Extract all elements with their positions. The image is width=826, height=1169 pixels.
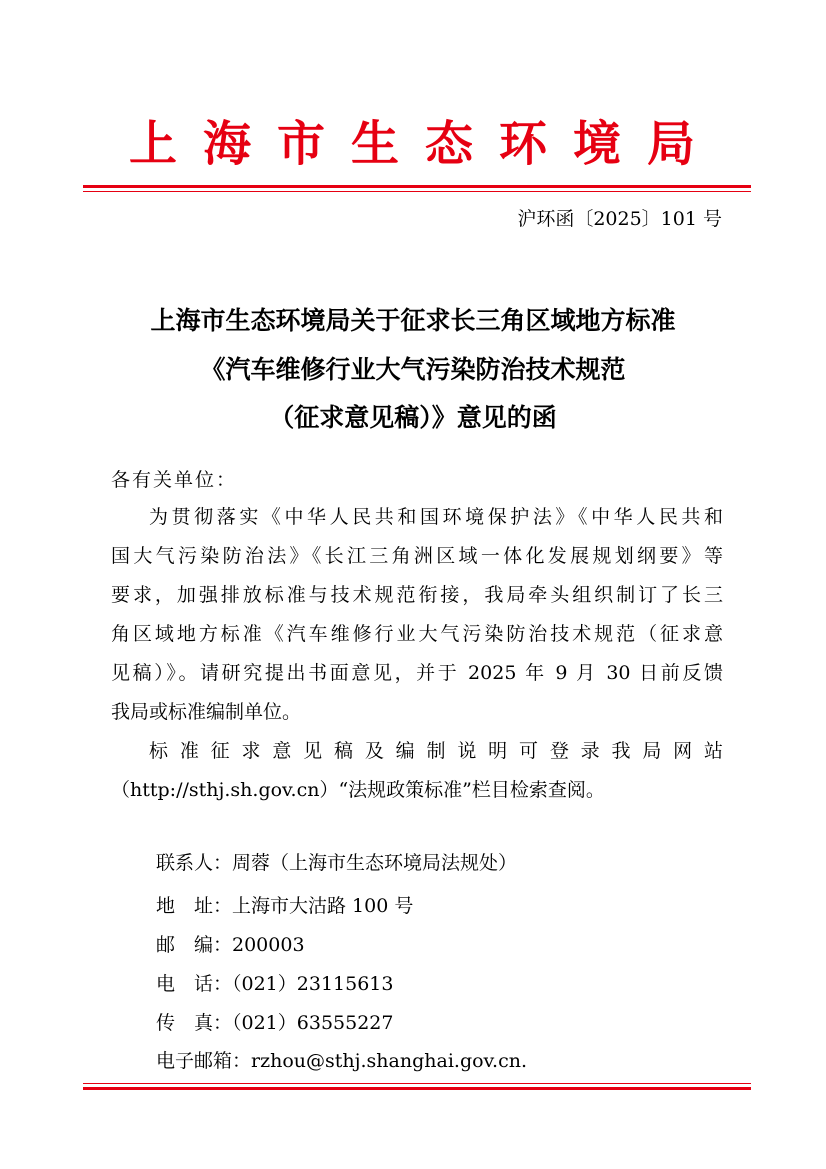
paragraph-line: 为贯彻落实《中华人民共和国环境保护法》《中华人民共和 <box>149 506 723 528</box>
document-number: 沪环函〔2025〕101 号 <box>517 208 722 230</box>
footer-thin-rule <box>83 1083 751 1084</box>
title-line-3: （征求意见稿）》意见的函 <box>269 403 557 432</box>
body-paragraph-1 <box>111 498 723 732</box>
paragraph-line: 国大气污染防治法》《长江三角洲区域一体化发展规划纲要》等 <box>111 545 723 567</box>
paragraph-line: 标准征求意见稿及编制说明可登录我局网站 <box>149 740 723 762</box>
salutation: 各有关单位： <box>111 469 238 491</box>
paragraph-line: 我局或标准编制单位。 <box>111 701 302 723</box>
contact-person: 联系人：周蓉（上海市生态环境局法规处） <box>156 852 518 874</box>
footer-thick-rule <box>83 1087 751 1090</box>
header-thin-rule <box>83 191 751 192</box>
contact-phone: 电 话：（021）23115613 <box>156 973 394 995</box>
contact-email: 电子邮箱：rzhou@sthj.shanghai.gov.cn. <box>156 1050 527 1072</box>
contact-fax: 传 真：（021）63555227 <box>156 1012 394 1034</box>
title-line-1: 上海市生态环境局关于征求长三角区域地方标准 <box>150 306 676 335</box>
contact-address: 地 址：上海市大沽路 100 号 <box>156 895 414 917</box>
header-thick-rule <box>83 185 751 188</box>
contact-postcode: 邮 编：200003 <box>156 934 305 956</box>
paragraph-line: 见稿）》。请研究提出书面意见，并于 2025 年 9 月 30 日前反馈 <box>111 662 723 684</box>
body-paragraph-2 <box>111 732 723 810</box>
paragraph-line: 要求，加强排放标准与技术规范衔接，我局牵头组织制订了长三 <box>111 584 723 606</box>
paragraph-line: （http://sthj.sh.gov.cn）“法规政策标准”栏目检索查阅。 <box>111 779 605 801</box>
paragraph-line: 角区域地方标准《汽车维修行业大气污染防治技术规范（征求意 <box>111 623 723 645</box>
title-line-2: 《汽车维修行业大气污染防治技术规范 <box>200 355 626 384</box>
org-letterhead-title: 上海市生态环境局 <box>128 116 721 172</box>
